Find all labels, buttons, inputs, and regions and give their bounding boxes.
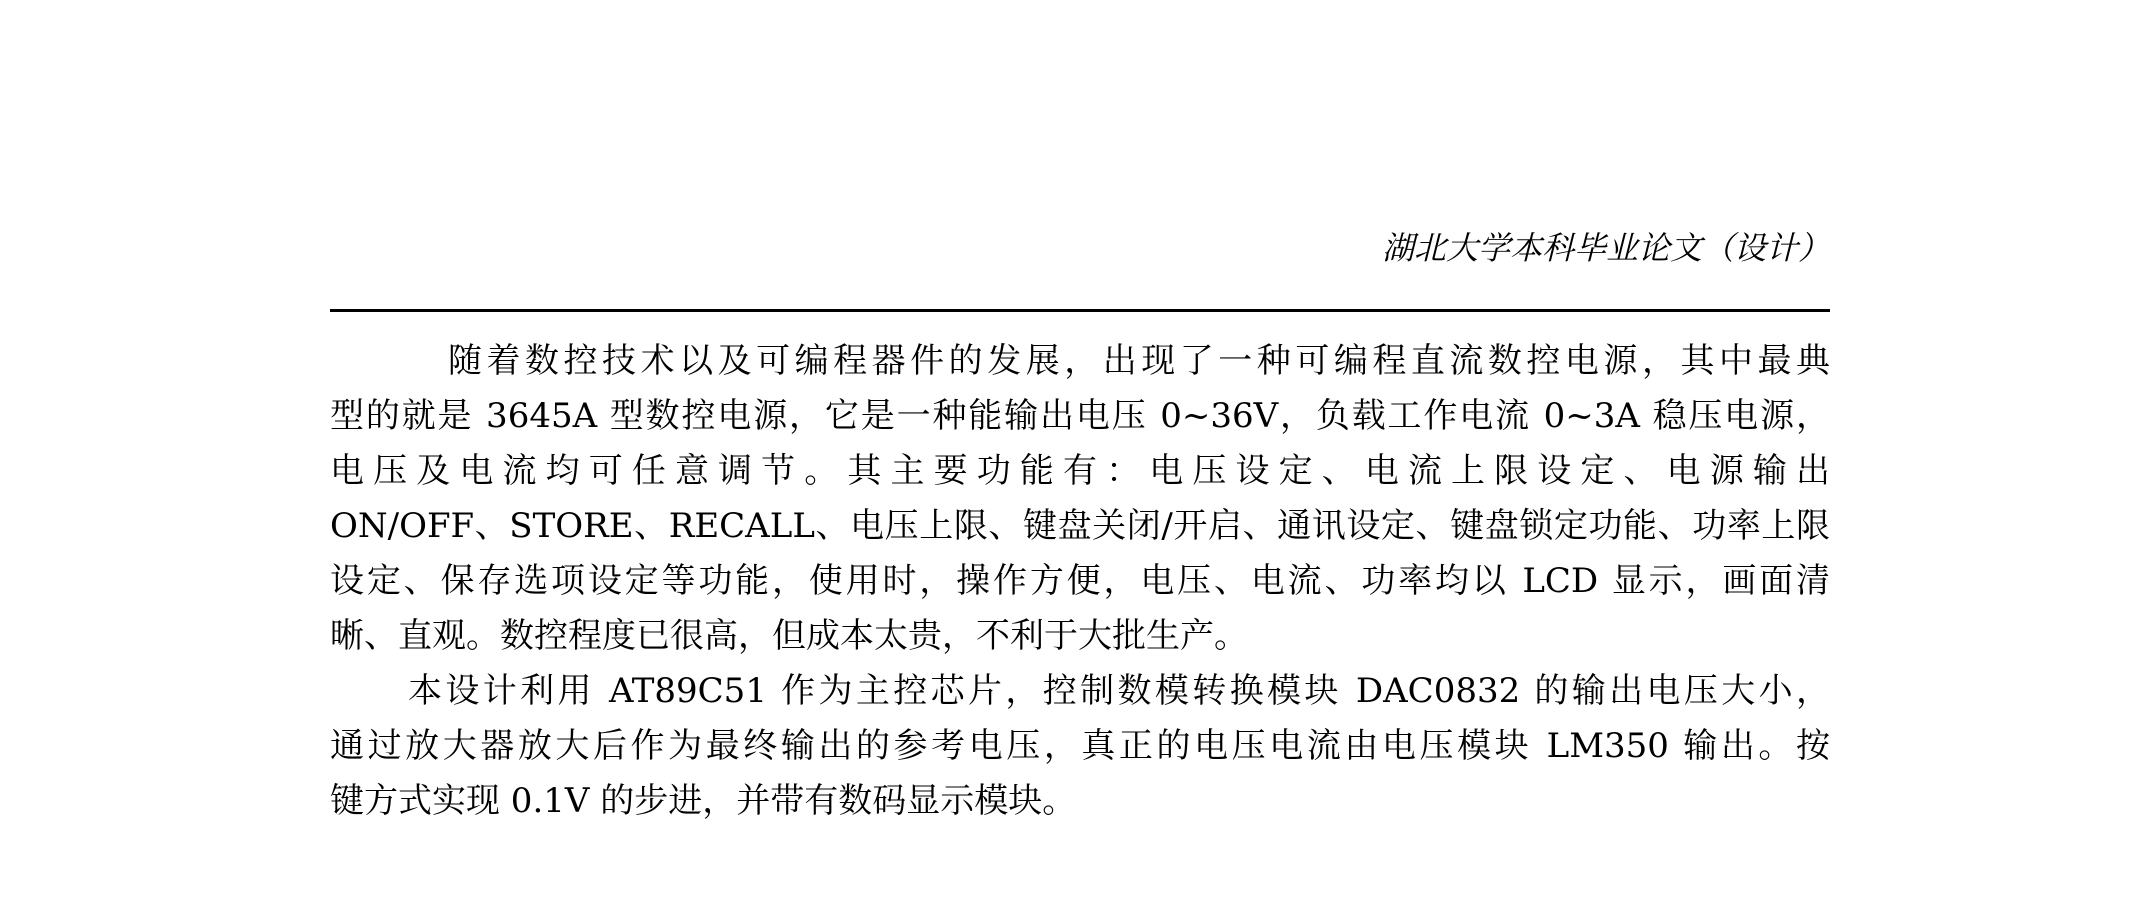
paragraph-2: [330, 664, 1830, 829]
header-divider: [330, 309, 1830, 312]
paragraph-line: 设定、保存选项设定等功能，使用时，操作方便，电压、电流、功率均以 LCD 显示，画面清: [330, 561, 1830, 601]
body-text: [330, 334, 1830, 829]
paragraph-line: 随着数控技术以及可编程器件的发展，出现了一种可编程直流数控电源，其中最典: [448, 341, 1830, 381]
paragraph-line: 晰、直观。数控程度已很高，但成本太贵，不利于大批生产。: [330, 616, 1248, 656]
paragraph-1: [330, 334, 1830, 664]
paragraph-line: 型的就是 3645A 型数控电源，它是一种能输出电压 0~36V，负载工作电流 0~3A 稳压电源，: [330, 396, 1830, 436]
paragraph-line: ON/OFF、STORE、RECALL、电压上限、键盘关闭/开启、通讯设定、键盘锁定功能、功率上限: [330, 506, 1830, 546]
paragraph-line: 键方式实现 0.1V 的步进，并带有数码显示模块。: [330, 781, 1077, 821]
paragraph-line: 本设计利用 AT89C51 作为主控芯片，控制数模转换模块 DAC0832 的输出电压大小，: [408, 671, 1830, 711]
paragraph-line: 通过放大器放大后作为最终输出的参考电压，真正的电压电流由电压模块 LM350 输出。按: [330, 726, 1830, 766]
page-header: 湖北大学本科毕业论文（设计）: [1381, 229, 1830, 267]
paragraph-line: 电压及电流均可任意调节。其主要功能有：电压设定、电流上限设定、电源输出: [330, 451, 1830, 491]
